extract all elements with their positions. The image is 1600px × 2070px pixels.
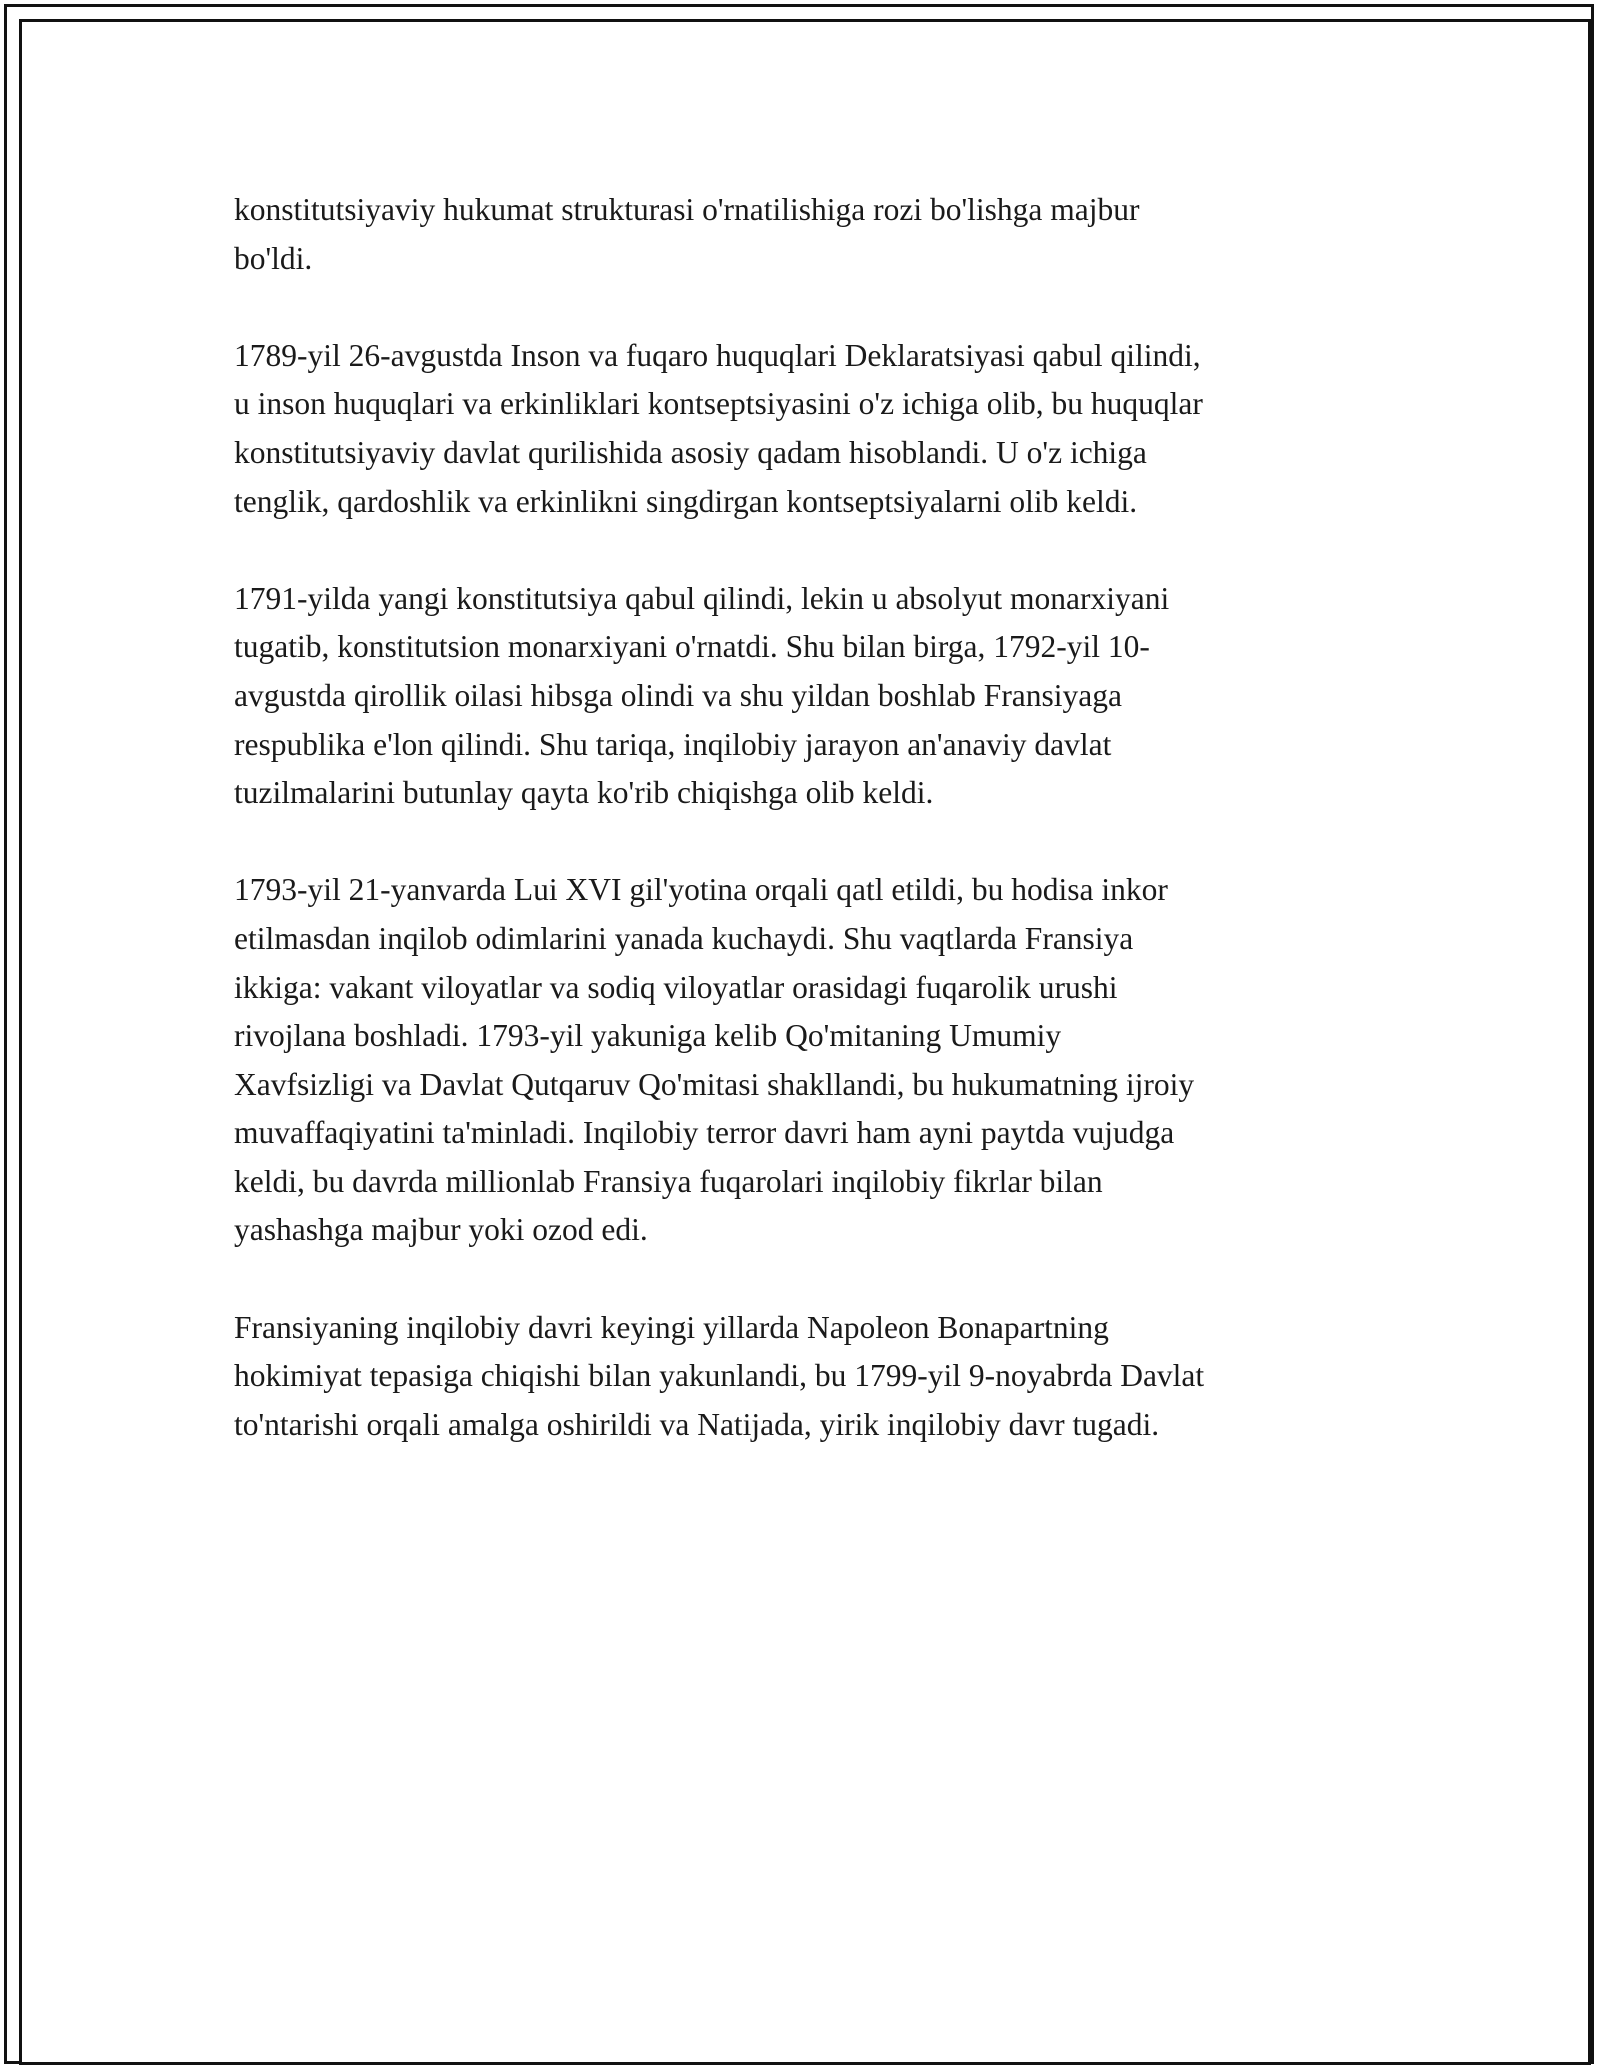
paragraph-2: 1789-yil 26-avgustda Inson va fuqaro huquqlari Deklaratsiyasi qabul qilindi, u inson huquqlari va erkinliklari kontseptsiyasini o'z ichiga olib, bu huquqlar konstitutsiyaviy davlat qurilishida asosiy qadam hisoblandi. U o'z ichiga tenglik, qardoshlik va erkinlikni singdirgan kontseptsiyalarni olib keldi. [234, 337, 1203, 519]
paragraph-5: Fransiyaning inqilobiy davri keyingi yillarda Napoleon Bonapartning hokimiyat tepasiga chiqishi bilan yakunlandi, bu 1799-yil 9-noyabrda Davlat to'ntarishi orqali amalga oshirildi va Natijada, yirik inqilobiy davr tugadi. [234, 1309, 1205, 1442]
paragraph-4: 1793-yil 21-yanvarda Lui XVI gil'yotina orqali qatl etildi, bu hodisa inkor etilmasdan inqilob odimlarini yanada kuchaydi. Shu vaqtlarda Fransiya ikkiga: vakant viloyatlar va sodiq viloyatlar orasidagi fuqarolik urushi rivojlana boshladi. 1793-yil yakuniga kelib Qo'mitaning Umumiy Xavfsizligi va Davlat Qutqaruv Qo'mitasi shakllandi, bu hukumatning ijroiy muvaffaqiyatini ta'minladi. Inqilobiy terror davri ham ayni paytda vujudga keldi, bu davrda millionlab Fransiya fuqarolari inqilobiy fikrlar bilan yashashga majbur yoki ozod edi. [234, 872, 1195, 1248]
document-body [234, 186, 1384, 1498]
paragraph-3: 1791-yilda yangi konstitutsiya qabul qilindi, lekin u absolyut monarxiyani tugatib, konstitutsion monarxiyani o'rnatdi. Shu bilan birga, 1792-yil 10- avgustda qirollik oilasi hibsga olindi va shu yildan boshlab Fransiyaga respublika e'lon qilindi. Shu tariqa, inqilobiy jarayon an'anaviy davlat tuzilmalarini butunlay qayta ko'rib chiqishga olib keldi. [234, 580, 1170, 811]
paragraph-1: konstitutsiyaviy hukumat strukturasi o'rnatilishiga rozi bo'lishga majbur bo'ldi. [234, 192, 1140, 276]
